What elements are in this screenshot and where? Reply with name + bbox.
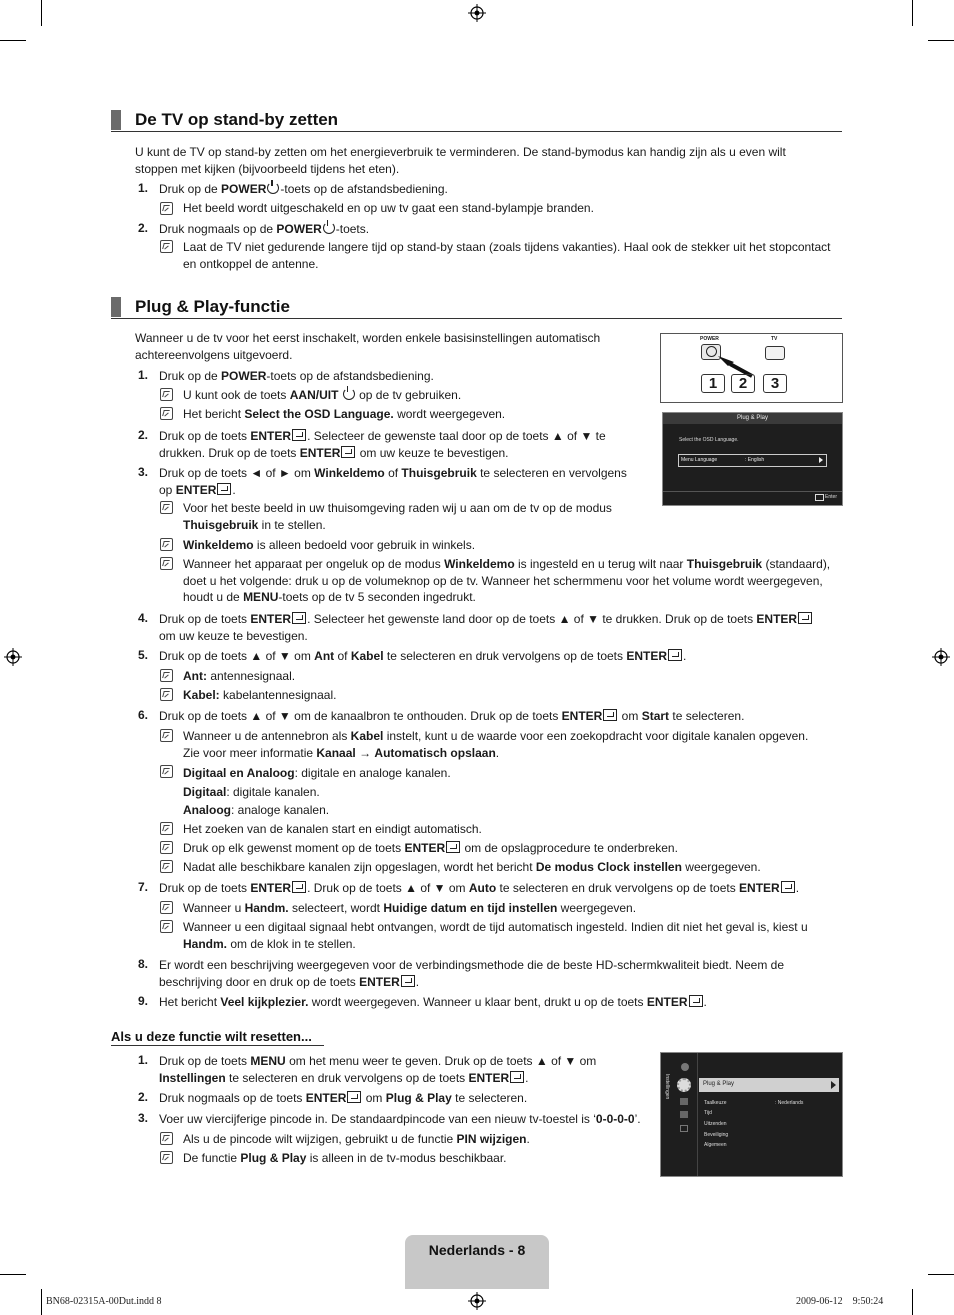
plugplay-note: Druk op elk gewenst moment op de toets ENTER om de opslagprocedure te onderbreken. [183, 841, 678, 855]
menu-item[interactable]: Algemeen [704, 1142, 727, 1148]
enter-icon [815, 494, 824, 501]
section-bar [111, 110, 121, 130]
subheading-rule [111, 1045, 324, 1046]
tv-button-icon [765, 346, 785, 360]
crop-mark [928, 1274, 954, 1275]
enter-icon [341, 446, 355, 458]
reset-subheading: Als u deze functie wilt resetten... [111, 1029, 312, 1044]
reset-step-1: Druk op de toets MENU om het menu weer te geven. Druk op de toets ▲ of ▼ om Instellingen te selecteren en druk vervolgens op de toets ENTER . [159, 1054, 597, 1085]
plugplay-note: Wanneer het apparaat per ongeluk op de modus Winkeldemo is ingesteld en u terug wilt naar Thuisgebruik (standaard), doet u het volgende: druk u op de volumeknop op de tv. Wanneer het schermmenu voor het volume wordt weergegeven, houdt u de MENU-toets op de tv 5 seconden ingedrukt. [183, 557, 831, 604]
note-icon [160, 669, 173, 682]
plugplay-note: U kunt ook de toets AAN/UIT op de tv gebruiken. [183, 388, 462, 402]
crop-mark [0, 40, 26, 41]
enter-icon [292, 429, 306, 441]
note-icon [160, 729, 173, 742]
enter-icon [217, 483, 231, 495]
enter-hint: Enter [825, 494, 837, 500]
plugplay-note: Digitaal en Analoog: digitale en analoge kanalen. Digitaal: digitale kanalen. Analoog: analoge kanalen. [183, 766, 451, 817]
section-rule [111, 131, 842, 132]
plugplay-step-7: Druk op de toets ENTER . Druk op de toets ▲ of ▼ om Auto te selecteren en druk vervolgens op de toets ENTER . [159, 881, 800, 895]
note-icon [160, 688, 173, 701]
key-2: 2 [731, 374, 755, 393]
note-icon [160, 841, 173, 854]
crop-mark [41, 0, 42, 26]
plugplay-note: Wanneer u een digitaal signaal hebt ontvangen, wordt de tijd automatisch ingesteld. Indien dit niet het geval is, kiest u Handm. om de klok in te stellen. [183, 920, 808, 951]
key-1: 1 [701, 374, 725, 393]
enter-icon [292, 612, 306, 624]
step-number: 2. [137, 221, 148, 235]
osd-title: Plug & Play [736, 415, 769, 421]
note-icon [160, 1132, 173, 1145]
standby-step-2: Druk nogmaals op de POWER -toets. [159, 222, 370, 236]
print-date-info: 2009-06-12 9:50:24 [796, 1296, 884, 1307]
section-rule [111, 318, 842, 319]
enter-icon [446, 841, 460, 853]
plugplay-step-8: Er wordt een beschrijving weergegeven voor de verbindingsmethode die de beste HD-schermkwaliteit biedt. Neem de beschrijving door en druk op de toets ENTER . [159, 958, 784, 989]
menu-item[interactable]: Beveiliging [704, 1132, 729, 1138]
standby-note-2: Laat de TV niet gedurende langere tijd op stand-by staan (zoals tijdens vakanties). Haal ook de stekker uit het stopcontact en ontkoppel de antenne. [183, 240, 831, 271]
menu-item-plugplay[interactable]: Plug & Play [699, 1078, 839, 1092]
crop-mark [41, 1289, 42, 1315]
note-icon [160, 538, 173, 551]
step-number: 5. [137, 648, 148, 662]
osd-settings-menu [660, 1052, 843, 1177]
step-number: 9. [137, 994, 148, 1008]
step-number: 2. [137, 1090, 148, 1104]
standby-step-1: Druk op de POWER -toets op de afstandsbediening. [159, 182, 448, 196]
enter-icon [401, 975, 415, 987]
section-bar [111, 297, 121, 317]
page-number: Nederlands - 8 [428, 1242, 526, 1258]
power-icon [323, 222, 335, 234]
plugplay-step-3: Druk op de toets ◄ of ► om Winkeldemo of Thuisgebruik te selecteren en vervolgens op ENTER . [159, 466, 627, 497]
reset-step-2: Druk nogmaals op de toets ENTER om Plug & Play te selecteren. [159, 1091, 528, 1105]
plugplay-step-9: Het bericht Veel kijkplezier. wordt weergegeven. Wanneer u klaar bent, drukt u op de toets ENTER . [159, 995, 707, 1009]
step-number: 3. [137, 465, 148, 479]
step-number: 3. [137, 1111, 148, 1125]
menu-icon [681, 1063, 689, 1071]
step-number: 6. [137, 708, 148, 722]
power-icon [343, 388, 355, 400]
plugplay-note: Het zoeken van de kanalen start en eindigt automatisch. [183, 822, 482, 836]
power-icon [267, 182, 279, 194]
section-title-plugplay: Plug & Play-functie [135, 297, 290, 316]
remote-illustration [660, 333, 843, 403]
menu-item[interactable]: Uitzenden [704, 1121, 727, 1127]
registration-mark-icon [4, 648, 22, 666]
reset-step-3: Voer uw viercijferige pincode in. De standaardpincode van een nieuw tv-toestel is ‘0-0-0-0’. [159, 1112, 641, 1126]
enter-icon [781, 881, 795, 893]
enter-icon [510, 1071, 524, 1083]
osd-plugplay-screen [662, 412, 843, 506]
menu-icon [680, 1111, 688, 1118]
note-icon [160, 202, 173, 215]
plugplay-note: Wanneer u de antennebron als Kabel instelt, kunt u de waarde voor een zoekopdracht voor digitale kanalen opgeven. Zie voor meer informatie Kanaal → Automatisch opslaan. [183, 729, 809, 760]
power-label: POWER [700, 336, 719, 342]
reset-note: De functie Plug & Play is alleen in de tv-modus beschikbaar. [183, 1151, 507, 1165]
registration-mark-icon [468, 1292, 486, 1310]
tv-label: TV [771, 336, 778, 342]
plugplay-note: Wanneer u Handm. selecteert, wordt Huidige datum en tijd instellen weergegeven. [183, 901, 637, 915]
standby-note-1: Het beeld wordt uitgeschakeld en op uw tv gaat een stand-bylampje branden. [183, 201, 594, 215]
enter-icon [668, 649, 682, 661]
plugplay-intro: Wanneer u de tv voor het eerst inschakelt, worden enkele basisinstellingen automatisch achtereenvolgens uitgevoerd. [135, 331, 601, 362]
plugplay-note: Kabel: kabelantennesignaal. [183, 688, 337, 702]
enter-icon [798, 612, 812, 624]
step-number: 1. [137, 368, 148, 382]
menu-icon [680, 1125, 688, 1132]
plugplay-step-2: Druk op de toets ENTER . Selecteer de gewenste taal door op de toets ▲ of ▼ te drukken. Druk op de toets ENTER om uw keuze te bevestigen. [159, 429, 606, 460]
note-icon [160, 920, 173, 933]
plugplay-note: Het bericht Select the OSD Language. wordt weergegeven. [183, 407, 506, 421]
note-icon [160, 557, 173, 570]
osd-prompt: Select the OSD Language. [679, 437, 739, 443]
plugplay-note: Voor het beste beeld in uw thuisomgeving raden wij u aan om de tv op de modus Thuisgebruik in te stellen. [183, 501, 612, 532]
plugplay-note: Winkeldemo is alleen bedoeld voor gebruik in winkels. [183, 538, 476, 552]
step-number: 1. [137, 181, 148, 195]
note-icon [160, 407, 173, 420]
crop-mark [912, 0, 913, 26]
plugplay-step-1: Druk op de POWER-toets op de afstandsbediening. [159, 369, 434, 383]
plugplay-step-6: Druk op de toets ▲ of ▼ om de kanaalbron te onthouden. Druk op de toets ENTER om Start te selecteren. [159, 709, 745, 723]
plugplay-step-4: Druk op de toets ENTER . Selecteer het gewenste land door op de toets ▲ of ▼ te drukken. Druk op de toets ENTER om uw keuze te bevestigen. [159, 611, 849, 644]
menu-item-value: : Nederlands [775, 1100, 804, 1106]
registration-mark-icon [468, 4, 486, 22]
note-icon [160, 240, 173, 253]
registration-mark-icon [932, 648, 950, 666]
osd-language-field[interactable]: Menu Language : English [678, 454, 827, 467]
note-icon [160, 1151, 173, 1164]
menu-item[interactable]: Taalkeuze [704, 1100, 727, 1106]
note-icon [160, 388, 173, 401]
plugplay-note: Ant: antennesignaal. [183, 669, 296, 683]
step-number: 1. [137, 1053, 148, 1067]
standby-intro: U kunt de TV op stand-by zetten om het energieverbruik te verminderen. De stand-bymodus kan handig zijn als u even wilt stoppen met kijken (bijvoorbeeld tijdens het eten). [135, 145, 786, 176]
key-3: 3 [763, 374, 787, 393]
osd-side-label: Instellingen [664, 1074, 670, 1100]
enter-icon [689, 995, 703, 1007]
plugplay-step-5: Druk op de toets ▲ of ▼ om Ant of Kabel te selecteren en druk vervolgens op de toets ENTER . [159, 649, 687, 663]
plugplay-note: Nadat alle beschikbare kanalen zijn opgeslagen, wordt het bericht De modus Clock instellen weergegeven. [183, 860, 761, 874]
menu-item[interactable]: Tijd [704, 1110, 712, 1116]
print-file-info: BN68-02315A-00Dut.indd 8 [46, 1296, 162, 1307]
step-number: 2. [137, 428, 148, 442]
step-number: 7. [137, 880, 148, 894]
note-icon [160, 860, 173, 873]
note-icon [160, 501, 173, 514]
crop-mark [928, 40, 954, 41]
step-number: 4. [137, 611, 148, 625]
note-icon [160, 901, 173, 914]
menu-icon [680, 1098, 688, 1105]
crop-mark [912, 1289, 913, 1315]
step-number: 8. [137, 957, 148, 971]
enter-icon [292, 881, 306, 893]
note-icon [160, 765, 173, 778]
reset-note: Als u de pincode wilt wijzigen, gebruikt u de functie PIN wijzigen. [183, 1132, 530, 1146]
note-icon [160, 822, 173, 835]
enter-icon [347, 1091, 361, 1103]
arrow-right-icon [819, 457, 823, 463]
settings-gear-icon [677, 1078, 691, 1092]
arrow-right-icon [831, 1081, 836, 1089]
crop-mark [0, 1274, 26, 1275]
enter-icon [603, 709, 617, 721]
section-title-standby: De TV op stand-by zetten [135, 110, 339, 129]
